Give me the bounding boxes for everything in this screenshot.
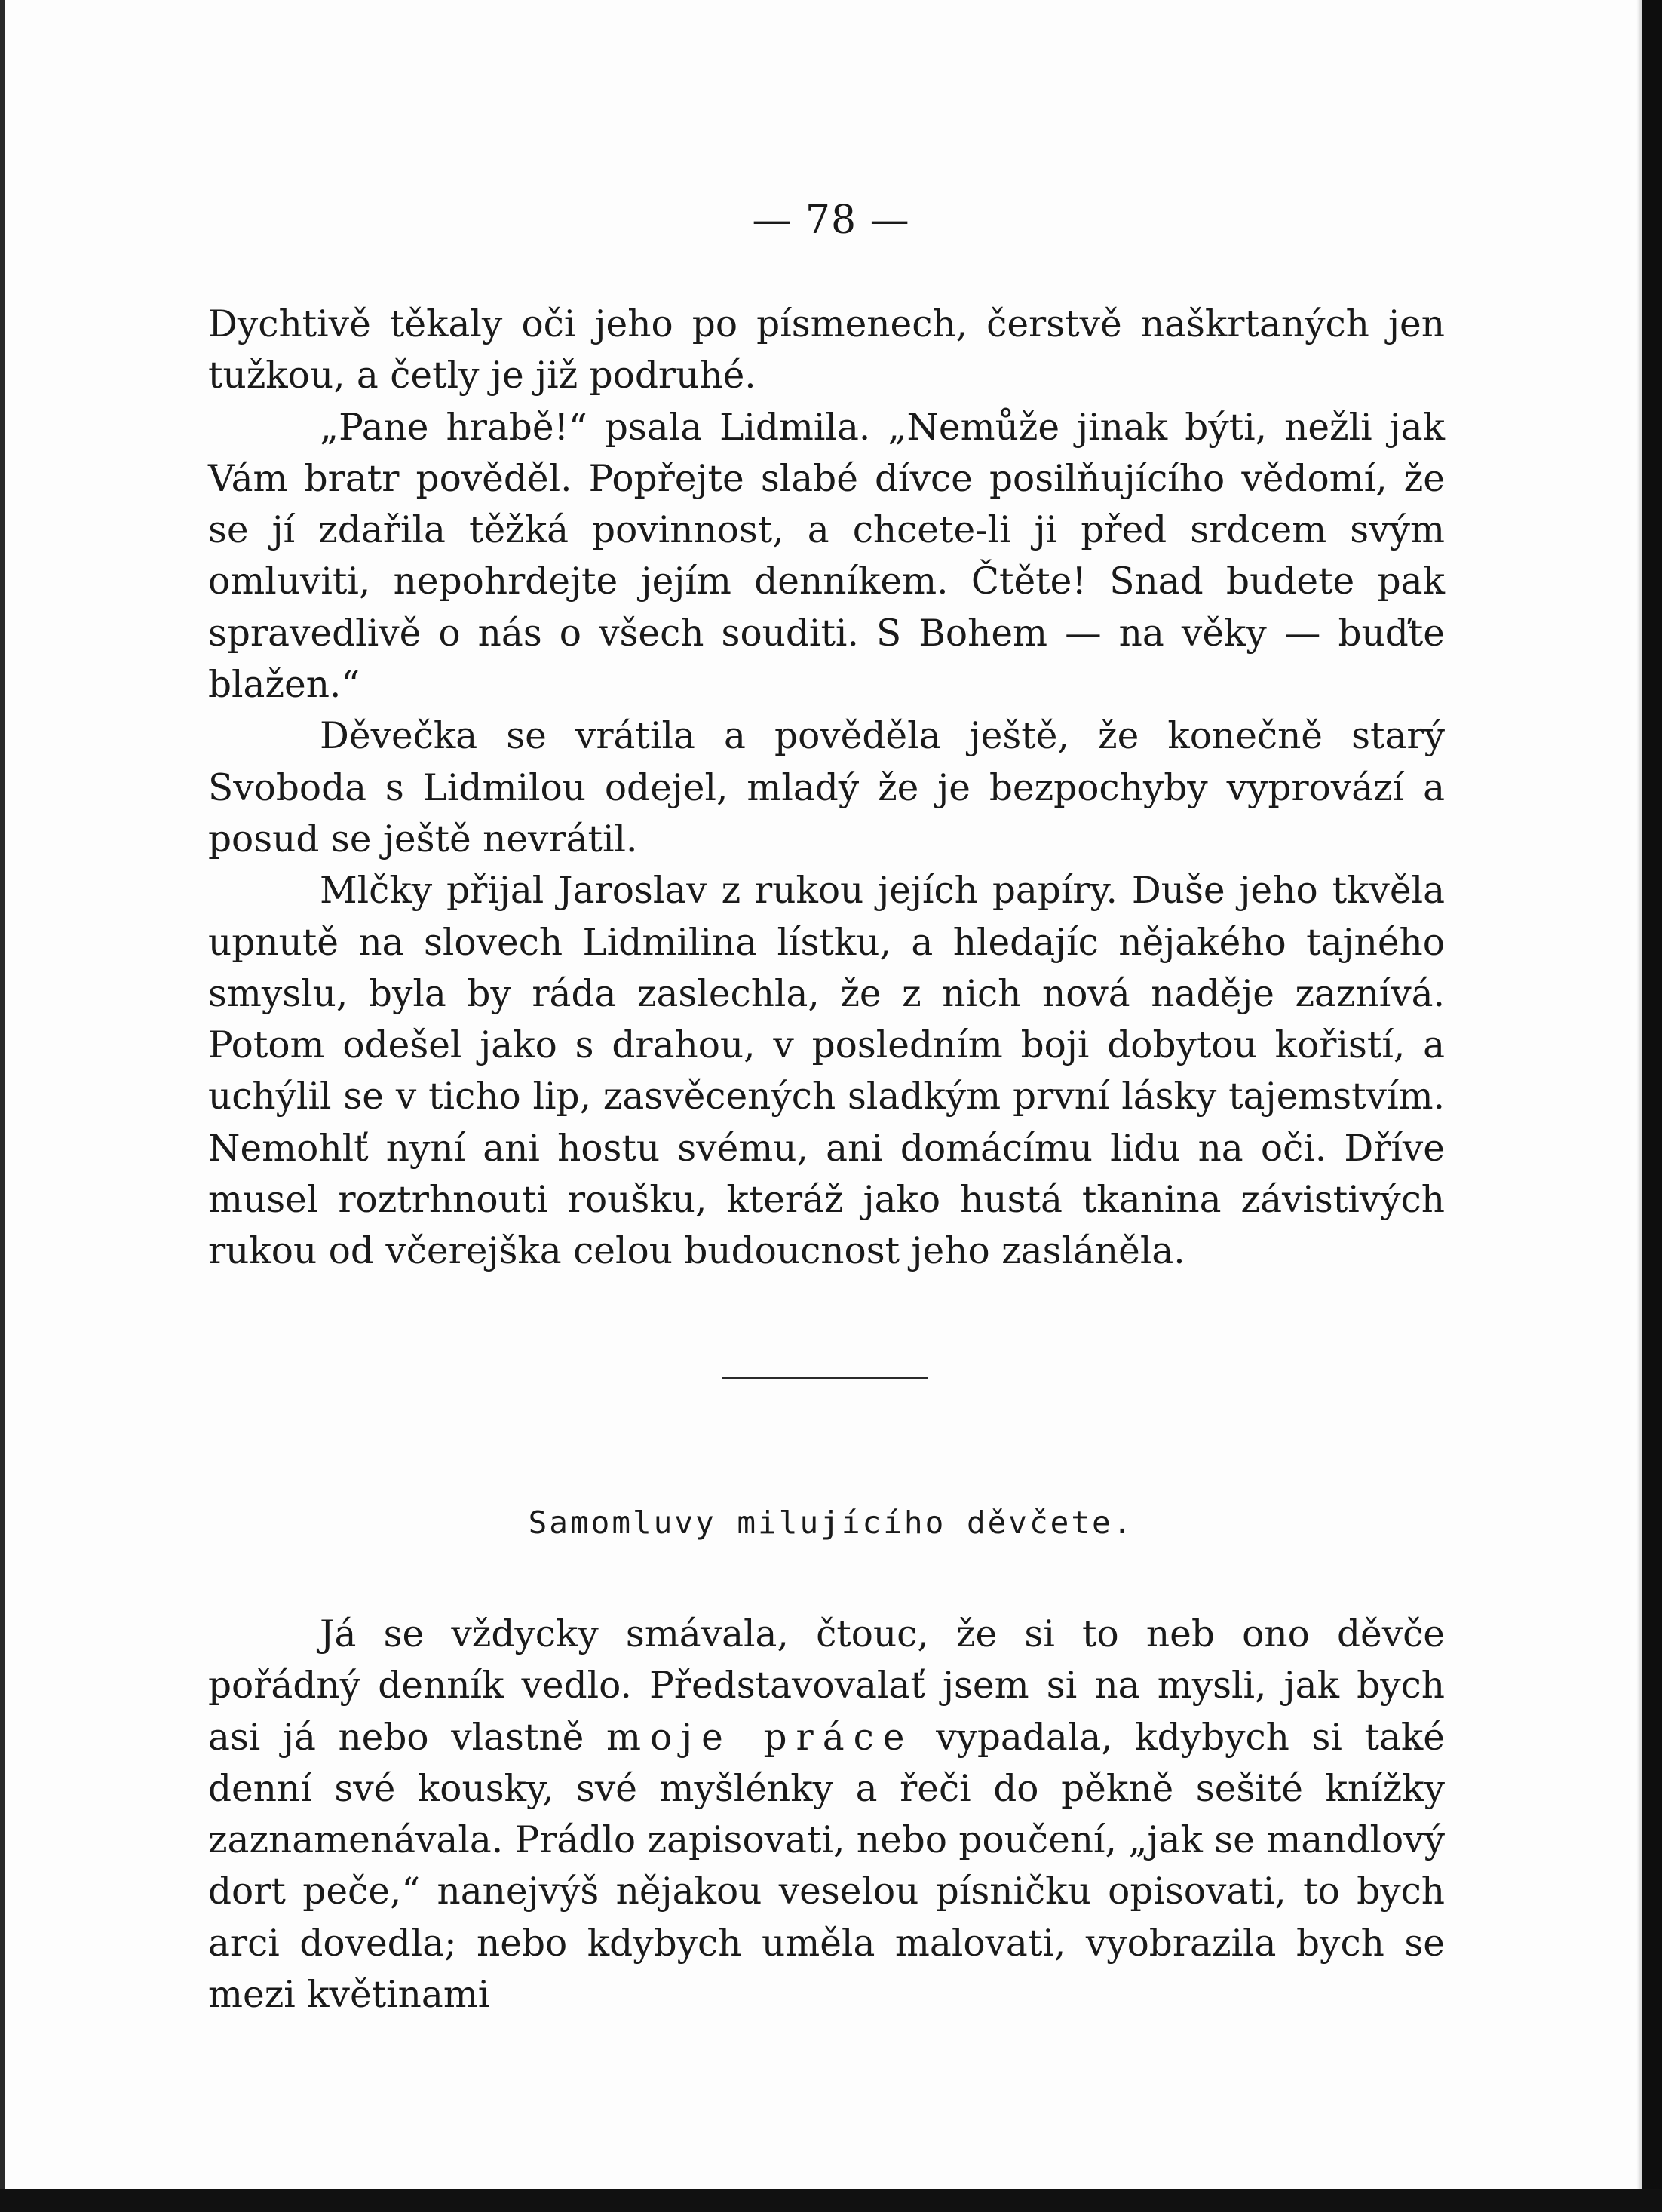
section-divider <box>722 1377 928 1379</box>
paragraph: „Pane hrabě!“ psala Lidmila. „Nemůže jinak býti, nežli jak Vám bratr pověděl. Popřejte slabé dívce posilňujícího vědomí, že se jí zdařila těžká povinnost, a chcete-li ji před srdcem svým omluviti, nepohrdejte jejím denníkem. Čtěte! Snad budete pak spravedlivě o nás o všech souditi. S Bohem — na věky — buďte blažen.“ <box>208 406 1445 707</box>
emphasized-text: moje práce <box>606 1716 914 1759</box>
text-block-section <box>208 1609 1445 2020</box>
page-number: — 78 — <box>752 198 910 243</box>
paragraph-text: vypadala, kdybych si také denní své kousky, své myšlénky a řeči do pěkně sešité knížky zaznamenávala. Prádlo zapisovati, nebo poučení, „jak se mandlový dort peče,“ nanejvýš nějakou veselou písničku opisovati, to bych arci dovedla; nebo kdybych uměla malovati, vyobrazila bych se mezi květinami <box>208 1716 1445 2017</box>
paragraph: Dychtivě těkaly oči jeho po písmenech, čerstvě naškrtaných jen tužkou, a četly je již podruhé. <box>208 303 1445 397</box>
scan-edge-left <box>0 0 5 2212</box>
scan-edge-bottom <box>0 2189 1662 2212</box>
paragraph: Mlčky přijal Jaroslav z rukou jejích papíry. Duše jeho tkvěla upnutě na slovech Lidmilina lístku, a hledajíc nějakého tajného smyslu, byla by ráda zaslechla, že z nich nová naděje zaznívá. Potom odešel jako s drahou, v posledním boji dobytou kořistí, a uchýlil se v ticho lip, zasvěcených sladkým první lásky tajemstvím. Nemohlť nyní ani hostu svému, ani domácímu lidu na oči. Dříve musel roztrhnouti roušku, kteráž jako hustá tkanina závistivých rukou od včerejška celou budoucnost jeho zasláněla. <box>208 870 1445 1273</box>
section-heading: Samomluvy milujícího děvčete. <box>528 1505 1134 1541</box>
paragraph: Děvečka se vrátila a pověděla ještě, že konečně starý Svoboda s Lidmilou odejel, mladý že je bezpochyby vyprovází a posud se ještě nevrátil. <box>208 715 1445 861</box>
text-block-main <box>208 299 1445 1278</box>
scan-edge-shadow <box>1636 0 1642 2212</box>
paragraph <box>208 1609 1445 2020</box>
paragraph-text: Já se vždycky smávala, čtouc, že si to neb ono děvče pořádný denník vedlo. Představovalať jsem si na mysli, jak bych asi já nebo vlastně <box>208 1613 1445 1759</box>
scan-edge-right <box>1642 0 1662 2212</box>
